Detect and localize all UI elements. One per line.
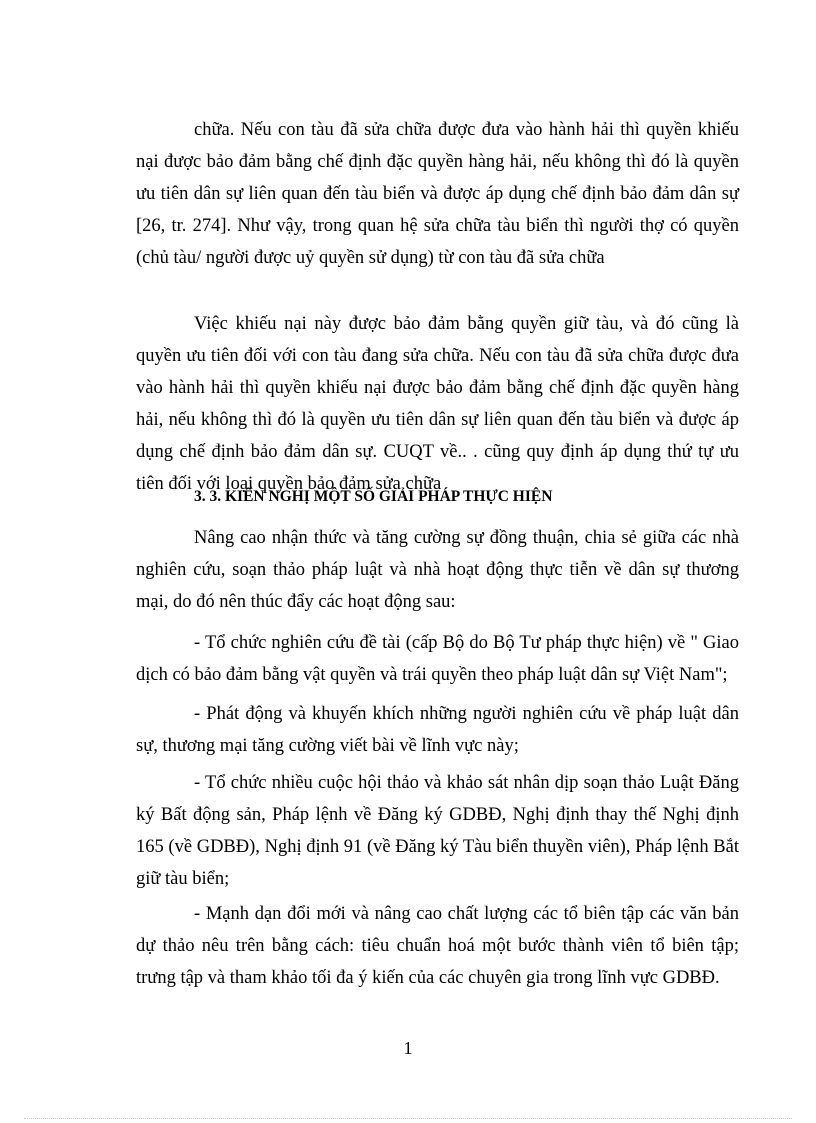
footer-divider xyxy=(24,1118,792,1119)
paragraph-ship-retention: Việc khiếu nại này được bảo đảm bằng quyền giữ tàu, và đó cũng là quyền ưu tiên đối với con tàu đang sửa chữa. Nếu con tàu đã sửa chữa được đưa vào hành hải thì quyền khiếu nại được bảo đảm bằng chế định đặc quyền hàng hải, nếu không thì đó là quyền ưu tiên dân sự liên quan đến tàu biển và được áp dụng chế định bảo đảm dân sự. CUQT về.. . cũng quy định áp dụng thứ tự ưu tiên đối với loại quyền bảo đảm sửa chữa xyxy=(136,314,739,494)
list-item-encourage-researchers: - Phát động và khuyến khích những người nghiên cứu về pháp luật dân sự, thương mại tăng cường viết bài về lĩnh vực này; xyxy=(136,704,739,756)
list-item-workshops: - Tổ chức nhiều cuộc hội thảo và khảo sát nhân dịp soạn thảo Luật Đăng ký Bất động sản, Pháp lệnh về Đăng ký GDBĐ, Nghị định thay thế Nghị định 165 (về GDBĐ), Nghị định 91 (về Đăng ký Tàu biển thuyền viên), Pháp lệnh Bắt giữ tàu biển; xyxy=(136,773,739,889)
paragraph-repair-claims: chữa. Nếu con tàu đã sửa chữa được đưa vào hành hải thì quyền khiếu nại được bảo đảm bằng chế định đặc quyền hàng hải, nếu không thì đó là quyền ưu tiên dân sự liên quan đến tàu biển và được áp dụng chế định bảo đảm dân sự [26, tr. 274]. Như vậy, trong quan hệ sửa chữa tàu biển thì người thợ có quyền (chủ tàu/ người được uỷ quyền sử dụng) từ con tàu đã sửa chữa xyxy=(136,120,739,268)
list-item-editorial-reform: - Mạnh dạn đổi mới và nâng cao chất lượng các tổ biên tập các văn bản dự thảo nêu trên bằng cách: tiêu chuẩn hoá một bước thành viên tổ biên tập; trưng tập và tham khảo tối đa ý kiến của các chuyên gia trong lĩnh vực GDBĐ. xyxy=(136,904,739,988)
paragraph-awareness: Nâng cao nhận thức và tăng cường sự đồng thuận, chia sẻ giữa các nhà nghiên cứu, soạn thảo pháp luật và nhà hoạt động thực tiễn về dân sự thương mại, do đó nên thúc đẩy các hoạt động sau: xyxy=(136,528,739,612)
section-heading: 3. 3. KIẾN NGHỊ MỘT SỐ GIẢI PHÁP THỰC HIỆN xyxy=(194,488,553,505)
list-item-research-topic: - Tổ chức nghiên cứu đề tài (cấp Bộ do Bộ Tư pháp thực hiện) về " Giao dịch có bảo đảm bằng vật quyền và trái quyền theo pháp luật dân sự Việt Nam"; xyxy=(136,633,739,685)
page-number: 1 xyxy=(403,1038,413,1058)
